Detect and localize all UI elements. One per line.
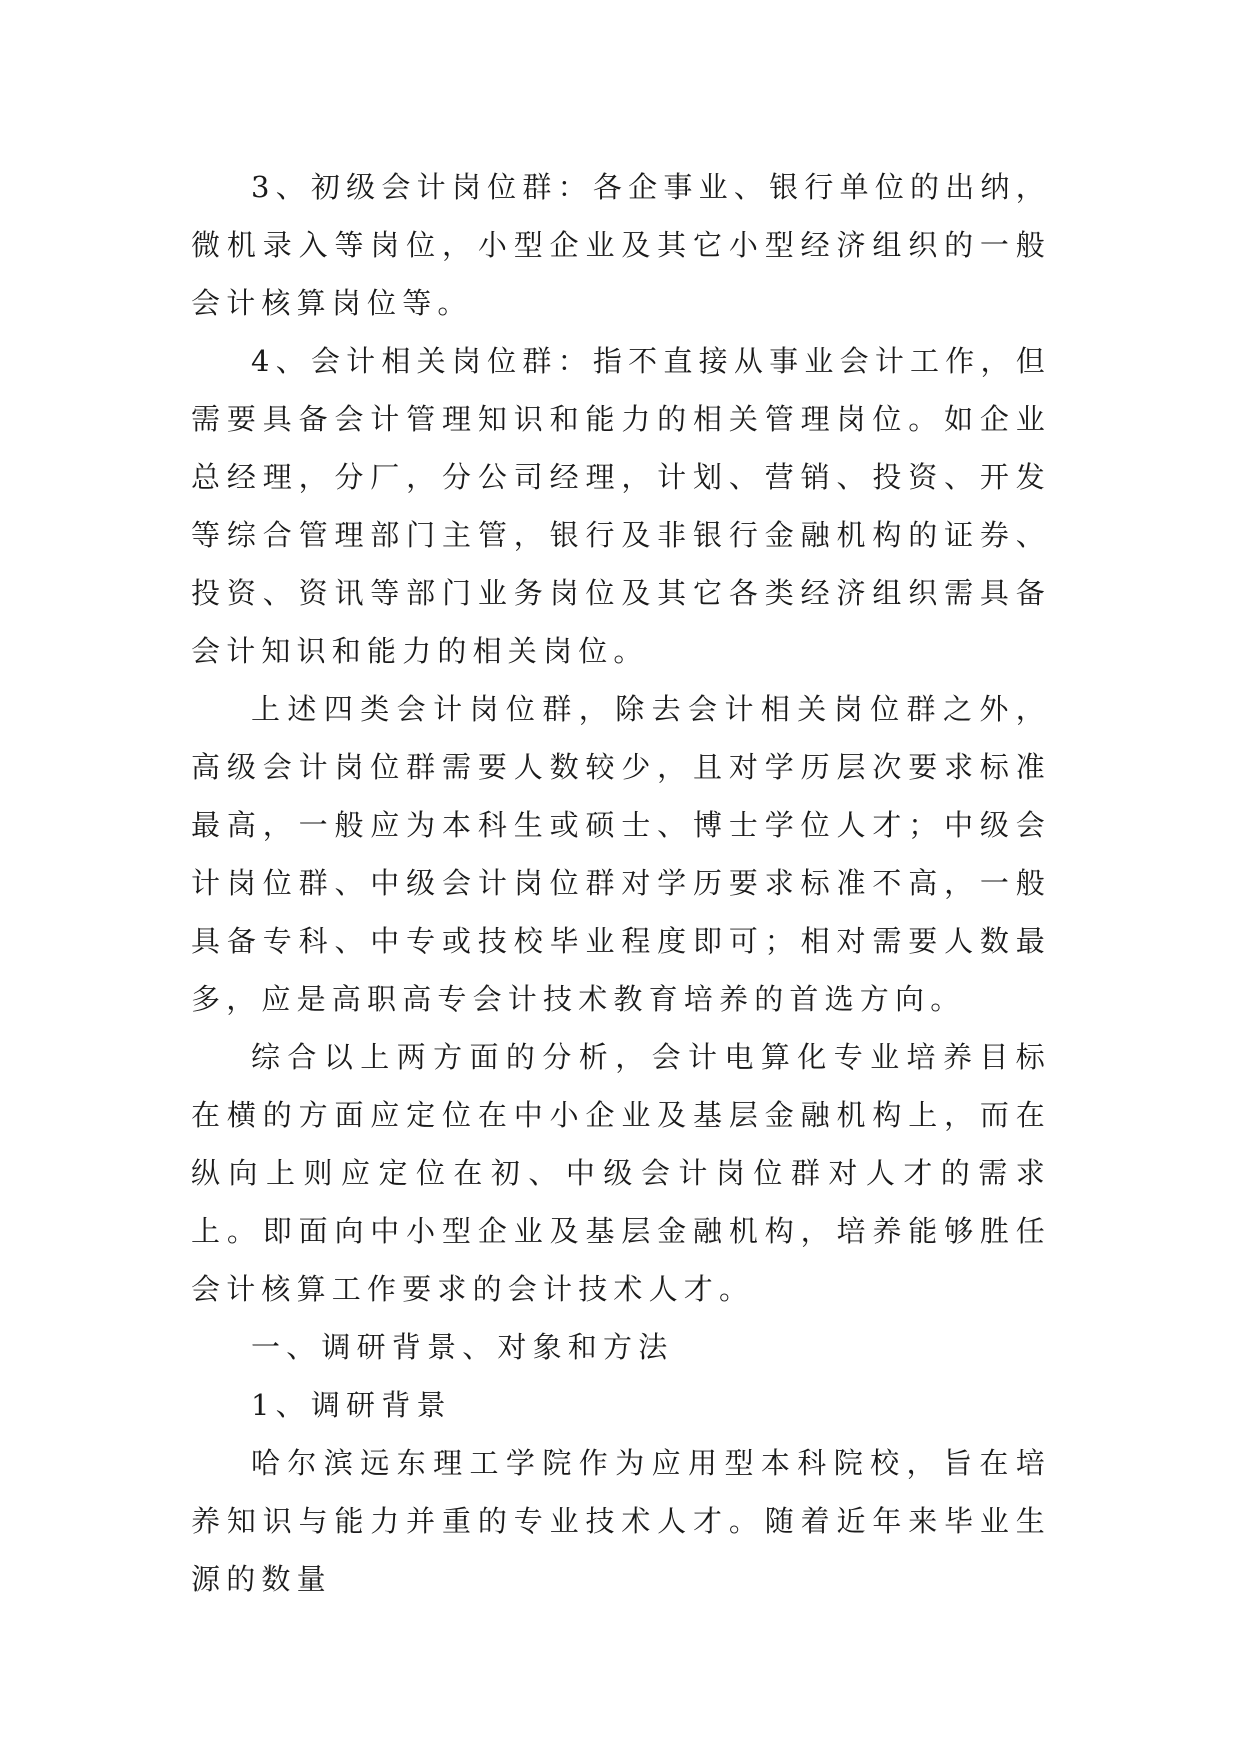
section-heading-research: 一、调研背景、对象和方法 [251,1330,674,1364]
paragraph-related-accounting: 4、会计相关岗位群：指不直接从事业会计工作，但需要具备会计管理知识和能力的相关管理岗位。如企业总经理，分厂，分公司经理，计划、营销、投资、开发等综合管理部门主管，银行及非银行金融机构的证券、投资、资讯等部门业务岗位及其它各类经济组织需具备会计知识和能力的相关岗位。 [191,344,1051,668]
paragraph-conclusion: 综合以上两方面的分析，会计电算化专业培养目标在横的方面应定位在中小企业及基层金融机构上，而在纵向上则应定位在初、中级会计岗位群对人才的需求上。即面向中小型企业及基层金融机构，培养能够胜任会计核算工作要求的会计技术人才。 [191,1040,1051,1306]
paragraph-four-groups-summary: 上述四类会计岗位群，除去会计相关岗位群之外，高级会计岗位群需要人数较少，且对学历层次要求标准最高，一般应为本科生或硕士、博士学位人才；中级会计岗位群、中级会计岗位群对学历要求标准不高，一般具备专科、中专或技校毕业程度即可；相对需要人数最多，应是高职高专会计技术教育培养的首选方向。 [191,692,1051,1016]
paragraph-research-background: 哈尔滨远东理工学院作为应用型本科院校，旨在培养知识与能力并重的专业技术人才。随着近年来毕业生源的数量 [191,1446,1051,1596]
subheading-research-background: 1、调研背景 [251,1388,452,1422]
paragraph-junior-accounting: 3、初级会计岗位群：各企事业、银行单位的出纳，微机录入等岗位，小型企业及其它小型经济组织的一般会计核算岗位等。 [191,170,1051,320]
document-body [191,158,1051,1608]
